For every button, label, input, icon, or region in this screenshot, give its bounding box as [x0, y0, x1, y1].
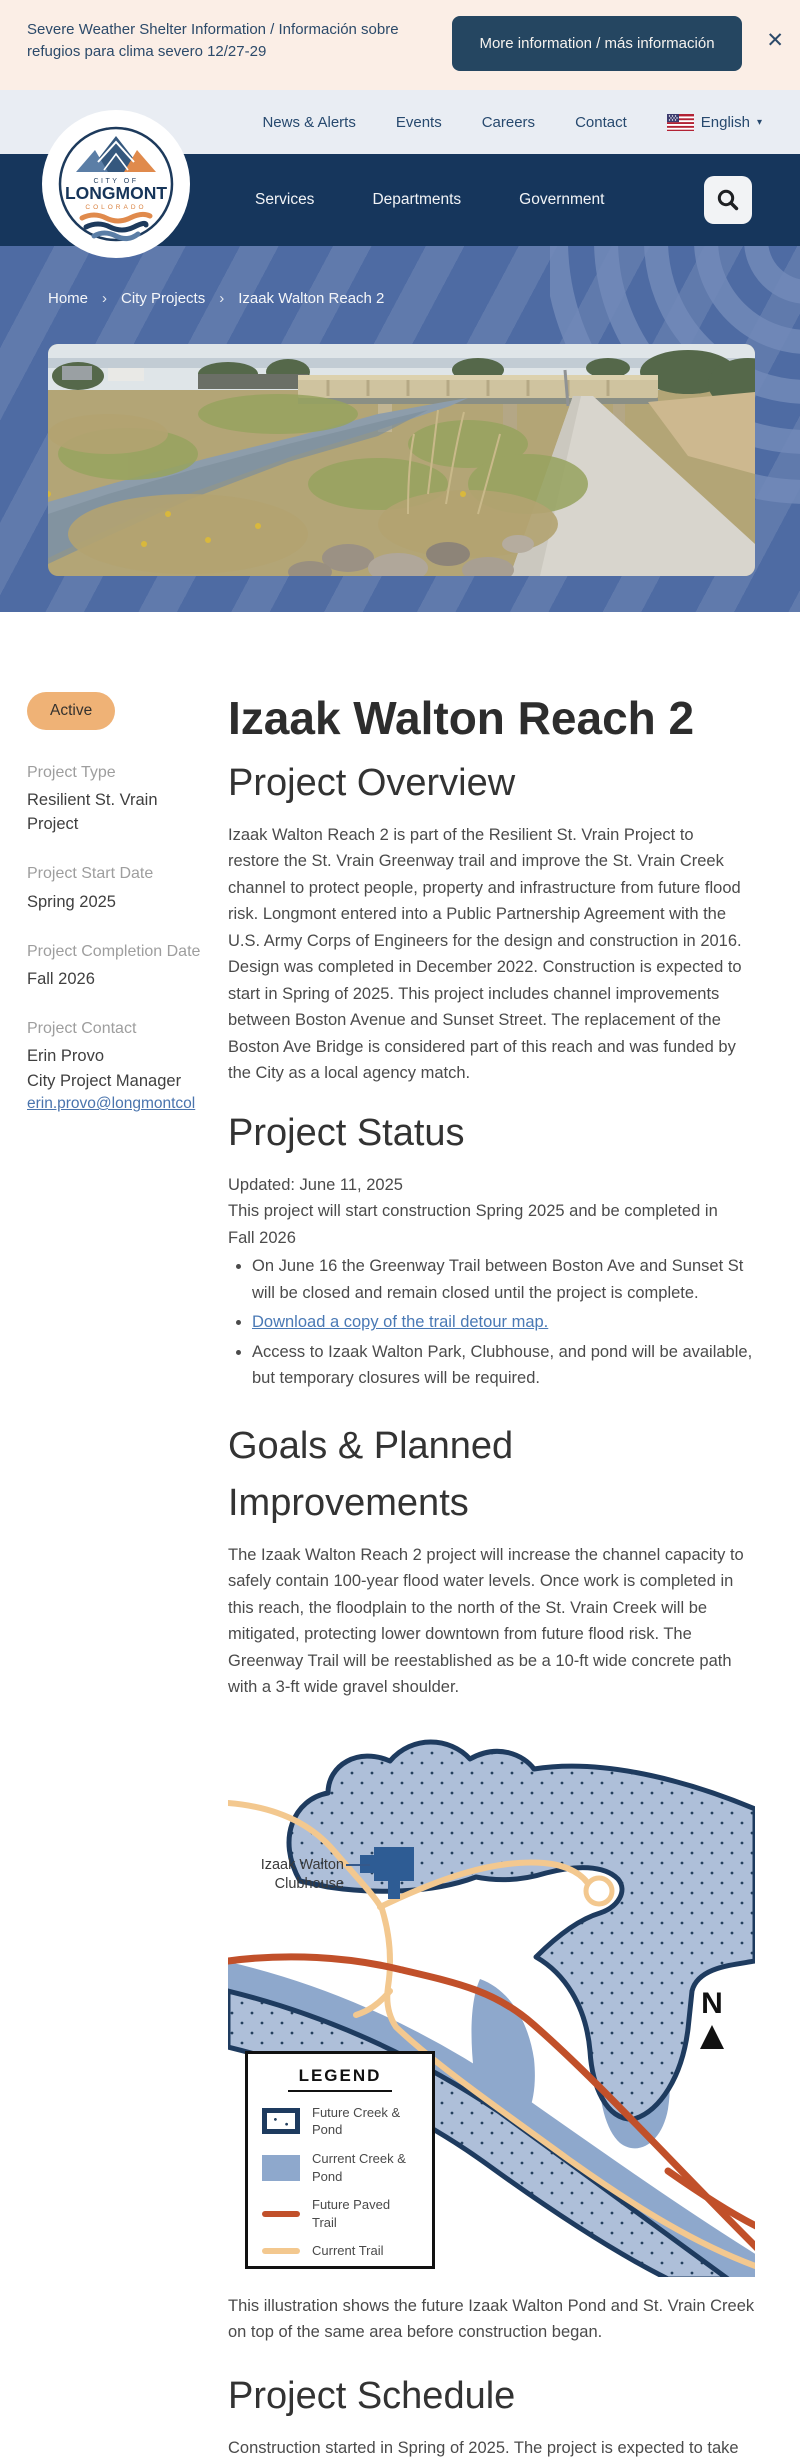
legend-item-future-pond — [262, 2104, 418, 2139]
utility-link-news-alerts[interactable]: News & Alerts — [262, 113, 356, 131]
status-bullet: • On June 16 the Greenway Trail between Boston Ave and Sunset St will be closed and remain closed until the project is complete. — [252, 1253, 755, 1306]
map-legend — [245, 2051, 435, 2269]
us-flag-icon — [667, 114, 694, 131]
alert-message: Severe Weather Shelter Information / Información sobre refugios para clima severo 12/27-29 — [27, 21, 399, 60]
legend-item-current-trail — [262, 2242, 418, 2260]
hero-section — [0, 246, 800, 612]
logo-name: LONGMONT — [64, 183, 168, 203]
field-completion-date — [27, 941, 213, 992]
project-hero-photo — [48, 344, 755, 576]
field-project-type — [27, 762, 213, 837]
status-bullet-list — [252, 1253, 755, 1392]
clubhouse-label: Izaak Walton — [260, 1856, 344, 1873]
logo-state: COLORADO — [85, 204, 147, 211]
field-value: Resilient St. Vrain Project — [27, 791, 158, 834]
language-selector[interactable] — [667, 114, 762, 131]
breadcrumb-city-projects[interactable]: City Projects — [121, 290, 206, 307]
breadcrumb-separator: › — [219, 290, 225, 307]
nav-item-government[interactable]: Government — [519, 191, 605, 208]
contact-email-link[interactable]: erin.provo@longmontcol — [27, 1095, 196, 1113]
goals-paragraph: The Izaak Walton Reach 2 project will increase the channel capacity to safely contain 100-year flood water levels. Once work is completed in this reach, the floodplain to the north of the St. Vrain Creek will be mitigated, protecting lower downtown from future flood risk. The Greenway Trail will be reestablished as be a 10-ft wide concrete path with a 3-ft wide gravel shoulder. — [228, 1545, 744, 1697]
field-start-date — [27, 863, 213, 914]
legend-item-future-trail — [262, 2196, 418, 2231]
status-updated: Updated: June 11, 2025 — [228, 1175, 403, 1194]
field-label: Project Contact — [27, 1019, 137, 1037]
field-project-contact — [27, 1018, 213, 1113]
north-arrow-label: N — [701, 1986, 723, 2020]
legend-label: Current Trail — [312, 2243, 384, 2259]
overview-heading: Project Overview — [228, 761, 516, 804]
breadcrumb-home[interactable]: Home — [48, 290, 89, 307]
nav-item-services[interactable]: Services — [255, 191, 315, 208]
schedule-heading: Project Schedule — [228, 2374, 516, 2417]
legend-divider — [288, 2090, 392, 2092]
chevron-down-icon: ▾ — [756, 116, 762, 128]
contact-name: Erin Provo — [27, 1047, 105, 1066]
field-label: Project Start Date — [27, 865, 154, 883]
legend-label: Future Paved Trail — [312, 2197, 391, 2230]
legend-label: Future Creek & Pond — [312, 2104, 401, 2138]
field-value: Fall 2026 — [27, 969, 95, 988]
logo-city-of: CITY OF — [93, 178, 139, 185]
north-arrow-icon — [700, 2025, 724, 2049]
alert-banner — [0, 0, 800, 90]
overview-paragraph: Izaak Walton Reach 2 is part of the Resilient St. Vrain Project to restore the St. Vrain Greenway trail and improve the St. Vrain Creek channel to protect people, property and infrastructure from future flood risk. Longmont entered into a Public Partnership Agreement with the U.S. Army Corps of Engineers for the design and construction in 2016. Design was completed in December 2022. Construction is expected to start in Spring of 2025. This project includes channel improvements between Boston Avenue and Sunset Street. The replacement of the Boston Ave Bridge is considered part of this reach and was funded by the City as a local agency match. — [228, 825, 742, 1083]
language-label: English — [700, 113, 750, 131]
status-badge: Active — [27, 692, 115, 730]
clubhouse-label: Clubhouse — [274, 1875, 344, 1892]
alert-more-info-button[interactable]: More information / más información — [452, 16, 742, 71]
legend-label: Current Creek & Pond — [312, 2150, 406, 2184]
detour-map-link[interactable]: Download a copy of the trail detour map. — [252, 1313, 549, 1332]
search-button[interactable] — [704, 176, 752, 224]
city-logo[interactable] — [42, 110, 190, 258]
page-title: Izaak Walton Reach 2 — [228, 692, 695, 744]
status-intro: This project will start construction Spring 2025 and be completed in Fall 2026 — [228, 1202, 718, 1247]
page-content — [0, 612, 800, 2461]
nav-item-departments[interactable]: Departments — [372, 191, 462, 208]
current-trail-swatch — [262, 2248, 300, 2254]
status-heading: Project Status — [228, 1111, 465, 1154]
close-icon[interactable]: ✕ — [766, 29, 784, 52]
map-caption: This illustration shows the future Izaak Walton Pond and St. Vrain Creek on top of the same area before construction began. — [228, 2296, 755, 2342]
legend-item-current-pond — [262, 2150, 418, 2185]
field-label: Project Type — [27, 764, 116, 781]
field-value: Spring 2025 — [27, 892, 116, 911]
status-bullet — [252, 1309, 755, 1336]
legend-title: LEGEND — [298, 2065, 382, 2085]
schedule-paragraph: Construction started in Spring of 2025. The project is expected to take — [228, 2438, 739, 2457]
breadcrumb — [48, 290, 384, 307]
future-trail-swatch — [262, 2211, 300, 2217]
project-main — [228, 692, 755, 2461]
trail-loop — [586, 1878, 612, 1904]
utility-link-events[interactable]: Events — [395, 113, 442, 131]
utility-link-contact[interactable]: Contact — [575, 113, 627, 131]
status-bullet: • Access to Izaak Walton Park, Clubhouse, and pond will be available, but temporary closures will be required. — [252, 1339, 755, 1392]
current-pond-swatch — [262, 2155, 300, 2181]
search-icon — [715, 187, 741, 213]
goals-heading: Goals & Planned Improvements — [228, 1424, 514, 1524]
future-pond-swatch — [262, 2108, 300, 2134]
breadcrumb-separator: › — [102, 290, 108, 307]
contact-title: City Project Manager — [27, 1072, 182, 1091]
project-sidebar — [27, 692, 213, 2461]
pond-map-illustration — [228, 1729, 755, 2277]
breadcrumb-current-page: Izaak Walton Reach 2 — [238, 290, 385, 307]
utility-link-careers[interactable]: Careers — [481, 113, 536, 131]
field-label: Project Completion Date — [27, 942, 201, 960]
